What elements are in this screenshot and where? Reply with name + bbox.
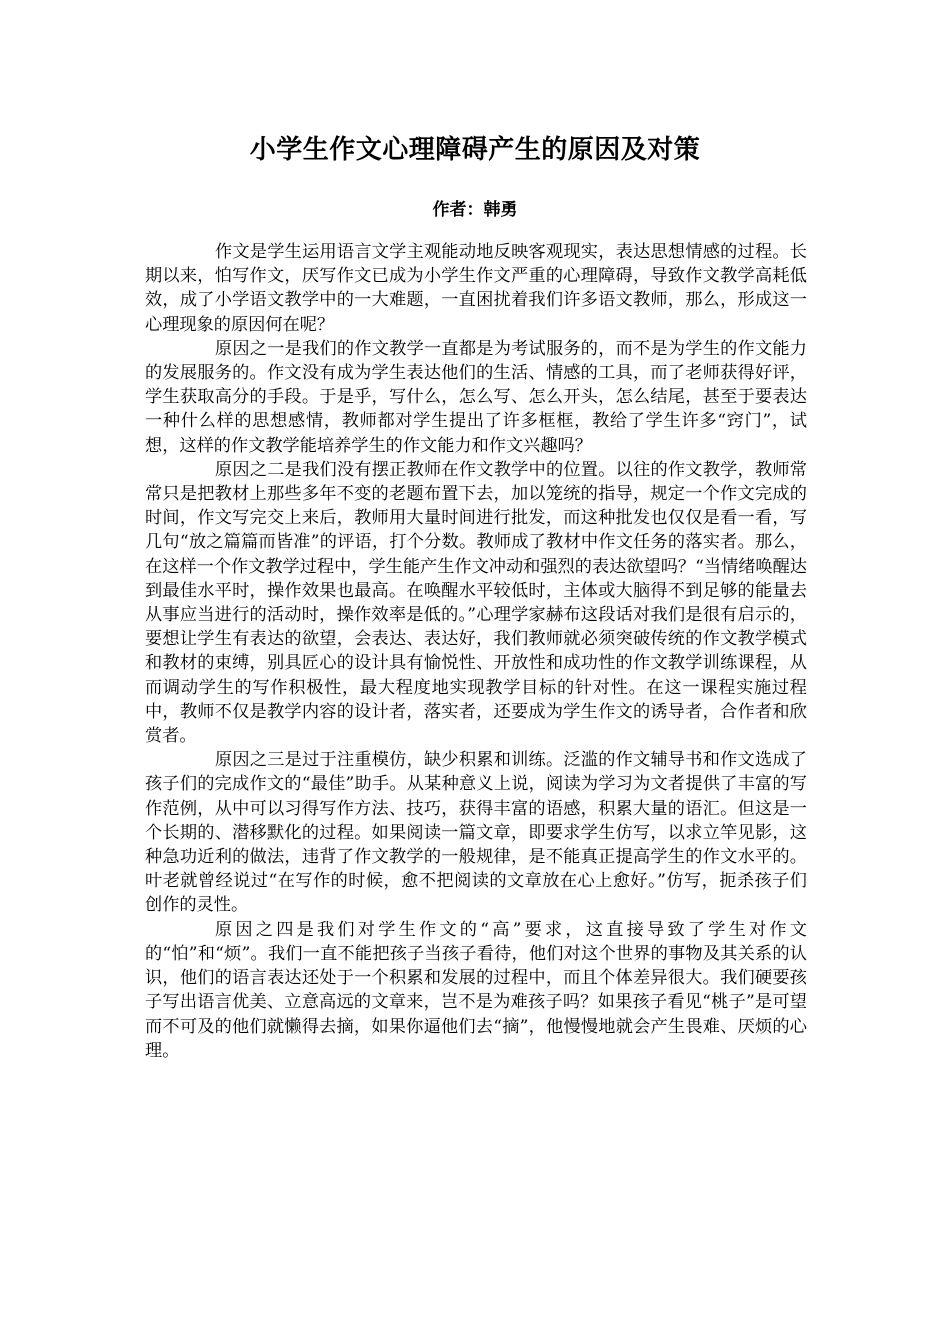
paragraph-reason-two: 原因之二是我们没有摆正教师在作文教学中的位置。以往的作文教学，教师常常只是把教材上那些多年不变的老题布置下去，加以笼统的指导，规定一个作文完成的时间，作文写完交上来后，教师用大量时间进行批发，而这种批发也仅仅是看一看，写几句“放之篇篇而皆准”的评语，打个分数。教师成了教材中作文任务的落实者。那么，在这样一个作文教学过程中，学生能产生作文冲动和强烈的表达欲望吗？“当情绪唤醒达到最佳水平时，操作效果也最高。在唤醒水平较低时，主体或大脑得不到足够的能量去从事应当进行的活动时，操作效率是低的。”心理学家赫布这段话对我们是很有启示的，要想让学生有表达的欲望，会表达、表达好，我们教师就必须突破传统的作文教学模式和教材的束缚，别具匠心的设计具有愉悦性、开放性和成功性的作文教学训练课程，从而调动学生的写作积极性，最大程度地实现教学目标的针对性。在这一课程实施过程中，教师不仅是教学内容的设计者，落实者，还要成为学生作文的诱导者，合作者和欣赏者。 [145, 459, 807, 747]
document-body [145, 240, 807, 1063]
paragraph-reason-three: 原因之三是过于注重模仿，缺少积累和训练。泛滥的作文辅导书和作文选成了孩子们的完成作文的“最佳”助手。从某种意义上说，阅读为学习为文者提供了丰富的写作范例，从中可以习得写作方法、技巧，获得丰富的语感，积累大量的语汇。但这是一个长期的、潜移默化的过程。如果阅读一篇文章，即要求学生仿写，以求立竿见影，这种急功近利的做法，违背了作文教学的一般规律，是不能真正提高学生的作文水平的。叶老就曾经说过“在写作的时候，愈不把阅读的文章放在心上愈好。”仿写，扼杀孩子们创作的灵性。 [145, 750, 807, 916]
paragraph-reason-one: 原因之一是我们的作文教学一直都是为考试服务的，而不是为学生的作文能力的发展服务的。作文没有成为学生表达他们的生活、情感的工具，而了老师获得好评，学生获取高分的手段。于是乎，写什么，怎么写、怎么开头，怎么结尾，甚至于要表达一种什么样的思想感情，教师都对学生提出了许多框框，教给了学生许多“窍门”，试想，这样的作文教学能培养学生的作文能力和作文兴趣吗？ [145, 338, 807, 456]
paragraph-intro: 作文是学生运用语言文学主观能动地反映客观现实，表达思想情感的过程。长期以来，怕写作文，厌写作文已成为小学生作文严重的心理障碍，导致作文教学高耗低效，成了小学语文教学中的一大难题，一直困扰着我们许多语文教师，那么，形成这一心理现象的原因何在呢？ [145, 242, 807, 335]
document-title: 小学生作文心理障碍产生的原因及对策 [249, 135, 701, 165]
paragraph-reason-four: 原因之四是我们对学生作文的“高”要求，这直接导致了学生对作文的“怕”和“烦”。我们一直不能把孩子当孩子看待，他们对这个世界的事物及其关系的认识，他们的语言表达还处于一个积累和发展的过程中，而且个体差异很大。我们硬要孩子写出语言优美、立意高远的文章来，岂不是为难孩子吗？如果孩子看见“桃子”是可望而不可及的他们就懒得去摘，如果你逼他们去“摘”，他慢慢地就会产生畏难、厌烦的心理。 [145, 919, 807, 1061]
document-author: 作者：韩勇 [432, 200, 518, 220]
